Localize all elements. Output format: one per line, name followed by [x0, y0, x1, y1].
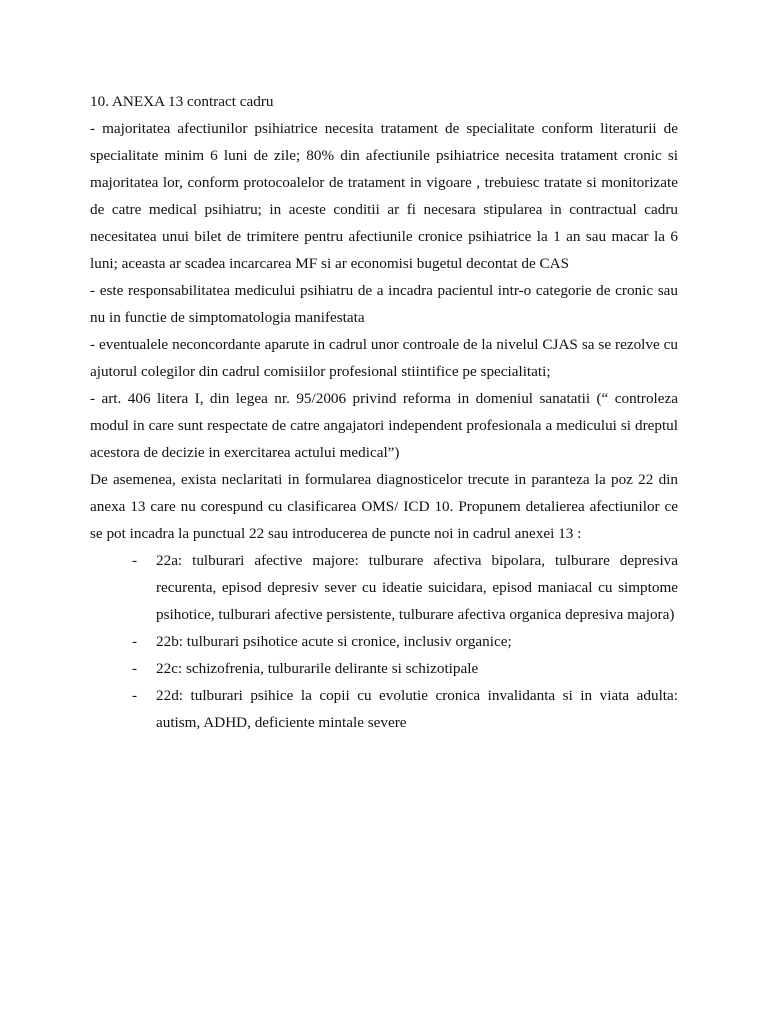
bullet-marker: - — [132, 552, 138, 569]
list-item — [90, 628, 678, 655]
list-item — [90, 547, 678, 628]
document-body — [90, 88, 678, 736]
list-item-text: 22d: tulburari psihice la copii cu evolutie cronica invalidanta si in viata adulta: autism, ADHD, deficiente mintale severe — [156, 687, 678, 731]
list-item-text: 22a: tulburari afective majore: tulburare afectiva bipolara, tulburare depresiva recurenta, episod depresiv sever cu ideatie suicidara, episod maniacal cu simptome psihotice, tulburari afective persistente, tulburare afectiva organica depresiva majora) — [156, 552, 678, 623]
list-item — [90, 682, 678, 736]
list-item-text: 22c: schizofrenia, tulburarile delirante si schizotipale — [156, 660, 479, 677]
section-heading: 10. ANEXA 13 contract cadru — [90, 93, 274, 110]
bullet-list — [90, 547, 678, 736]
paragraph: - art. 406 litera I, din legea nr. 95/2006 privind reforma in domeniul sanatatii (“ controleza modul in care sunt respectate de catre angajatori independent profesionala a medicului si dreptul acestora de decizie in exercitarea actului medical”) — [90, 390, 678, 461]
paragraph: - eventualele neconcordante aparute in cadrul unor controale de la nivelul CJAS sa se rezolve cu ajutorul colegilor din cadrul comisiilor profesional stiintifice pe specialitati; — [90, 336, 678, 380]
bullet-marker: - — [132, 660, 138, 677]
paragraph: - majoritatea afectiunilor psihiatrice necesita tratament de specialitate conform literaturii de specialitate minim 6 luni de zile; 80% din afectiunile psihiatrice necesita tratament cronic si majoritatea lor, conform protocoalelor de tratament in vigoare , trebuiesc tratate si monitorizate de catre medical psihiatru; in aceste conditii ar fi necesara stipularea in contractual cadru necesitatea unui bilet de trimitere pentru afectiunile cronice psihiatrice la 1 an sau macar la 6 luni; aceasta ar scadea incarcarea MF si ar economisi bugetul decontat de CAS — [90, 120, 678, 272]
bullet-marker: - — [132, 633, 138, 650]
bullet-marker: - — [132, 687, 138, 704]
list-item-text: 22b: tulburari psihotice acute si cronice, inclusiv organice; — [156, 633, 512, 650]
paragraph: De asemenea, exista neclaritati in formularea diagnosticelor trecute in paranteza la poz 22 din anexa 13 care nu corespund cu clasificarea OMS/ ICD 10. Propunem detalierea afectiunilor ce se pot incadra la punctual 22 sau introducerea de puncte noi in cadrul anexei 13 : — [90, 471, 678, 542]
list-item — [90, 655, 678, 682]
paragraph: - este responsabilitatea medicului psihiatru de a incadra pacientul intr-o categorie de cronic sau nu in functie de simptomatologia manifestata — [90, 282, 678, 326]
